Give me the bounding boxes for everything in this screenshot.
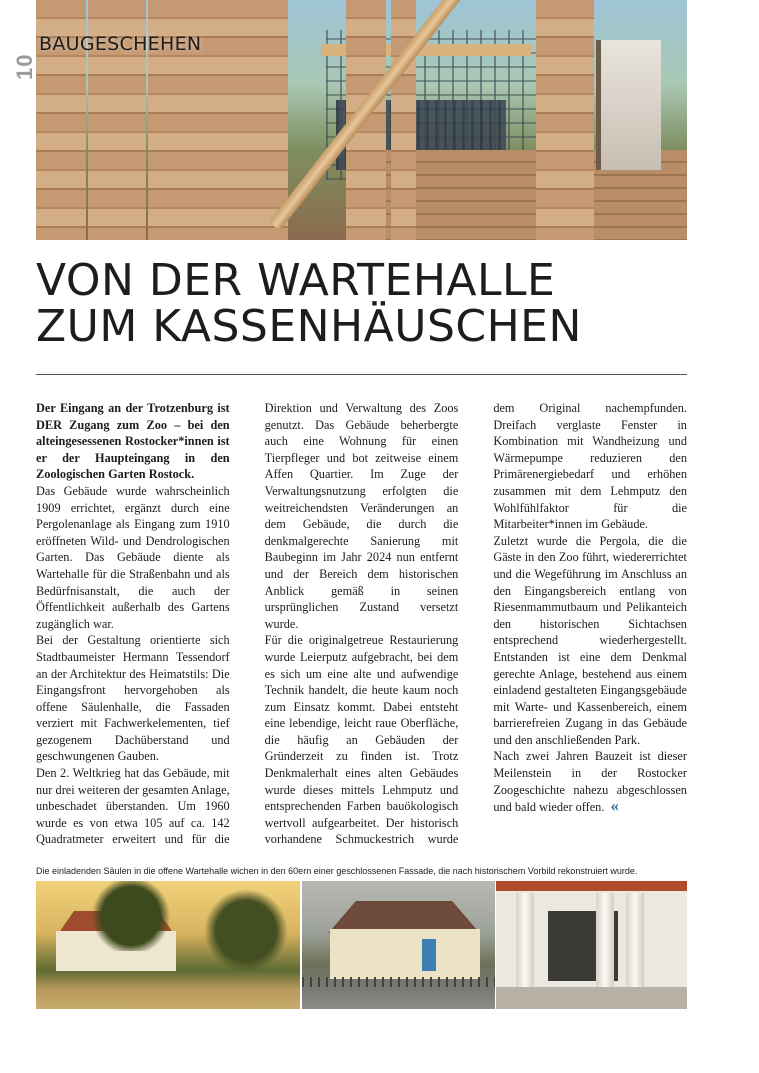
article-paragraph: Den 2. Weltkrieg hat das Gebäude, mit nur drei weiteren der gesamten Anlage, unbeschadet überstanden. Um 1960 wurde es von etwa 105 auf ca. 142 Quadratmeter erweitert und für die Direktion und Verwaltung des Zoos genutzt. Das Gebäude beherbergte auch eine Wohnung für einen Tierpfleger und bot zeitweise einem Affen Quartier. Im Zuge der Verwaltungsnutzung erfolgten die weitreichendsten Veränderungen an dem Gebäude, die durch die denkmalgerechte Sanierung mit Baubeginn im Jahr 2024 nun entfernt und der Bereich dem historischen Anblick gemäß in seinen ursprünglichen Zustand versetzt wurde. <box>36 401 459 847</box>
photo-caption: Die einladenden Säulen in die offene Wartehalle wichen in den 60ern einer geschlossenen Fassade, die nach historischem Vorbild rekonstruiert wurde. <box>36 866 638 876</box>
headline-line-2: ZUM KASSENHÄUSCHEN <box>36 301 582 352</box>
article-paragraph: Für die originalgetreue Restaurierung wurde Leierputz aufgebracht, bei dem es sich um eine alte und aufwendige Technik handelt, die heute kaum noch zum Einsatz kommt. Dabei entsteht eine lebendige, leicht raue Oberfläche, die häufig an Gebäuden der Gründerzeit zu finden ist. Trotz Denkmalerhalt eines alten Gebäudes wurde dieses mittels Lehmputz und entsprechenden Farben bauökologisch wertvoll aufgearbeitet. Der historisch vorhandene Schmuckestrich wurde dem Original nachempfunden. Dreifach verglaste Fenster in Kombination mit Wandheizung und Wärmepumpe reduzieren den Primärenergiebedarf und erhöhen zusammen mit dem Lehmputz den Wohlfühlfaktor für die Mitarbeiter*innen im Gebäude. <box>264 401 687 847</box>
historic-postcard-photo <box>36 881 300 1009</box>
building <box>330 929 480 979</box>
column <box>516 893 534 989</box>
page-number: 10 <box>12 53 37 80</box>
article-paragraph: Bei der Gestaltung orientierte sich Stadtbaumeister Hermann Tessendorf an der Architektur des Heimatstils: Die Eingangsfront hervorgehoben als offene Säulenhalle, die Fassaden verziert mit Fachwerkelementen, tief gezogenem Dachüberstand und geschwungenen Gauben. <box>36 633 230 764</box>
article-closing-text: Nach zwei Jahren Bauzeit ist dieser Meilenstein in der Rostocker Zoogeschichte nahezu abgeschlossen und bald wieder offen. <box>493 749 687 815</box>
tree <box>76 881 186 951</box>
column <box>596 893 614 989</box>
colonnade-photo <box>496 881 687 1009</box>
section-label: BAUGESCHEHEN <box>39 33 202 55</box>
headline-line-1: VON DER WARTEHALLE <box>36 255 556 306</box>
article-paragraph: Das Gebäude wurde wahrscheinlich 1909 errichtet, ergänzt durch eine Pergolenanlage als Eingang zum 1910 eröffneten Wild- und Dendrologischen Garten. Das Gebäude diente als Wartehalle für die Straßenbahn und als Bedürfnisanstalt, die auch der Öffentlichkeit außerhalb des Gartens zugänglich war. <box>36 483 230 631</box>
tree <box>196 886 296 976</box>
building-exterior-photo <box>302 881 495 1009</box>
floor <box>496 987 687 1009</box>
headline <box>36 255 696 352</box>
end-mark-icon: « <box>610 796 619 816</box>
article-lead: Der Eingang an der Trotzenburg ist DER Zugang zum Zoo – bei den alteingesessenen Rostocker*innen ist er der Haupteingang in den Zoologischen Garten Rostock. <box>36 401 230 482</box>
article-paragraph: Zuletzt wurde die Pergola, die die Gäste in den Zoo führt, wiedererrichtet und die Wegeführung im Anschluss an den Eingangsbereich entlang von Riesenmammutbaum und Pelikanteich den historischen Sichtachsen entsprechend wiederhergestellt. Entstanden ist eine dem Denkmal gerechte Anlage, bestehend aus einem einladend gestalteten Eingangsgebäude mit Warte- und Kassenbereich, einem barrierefreien Zugang in das Gebäude und den anschließenden Park. <box>493 533 687 747</box>
article-paragraph-last <box>493 748 687 815</box>
article-body <box>36 400 687 852</box>
divider-rule <box>36 374 687 375</box>
info-sign <box>422 939 436 971</box>
stone-column <box>391 0 416 240</box>
stone-column <box>536 0 594 240</box>
window-opening <box>596 40 661 170</box>
column <box>626 893 644 989</box>
fence <box>302 977 495 987</box>
